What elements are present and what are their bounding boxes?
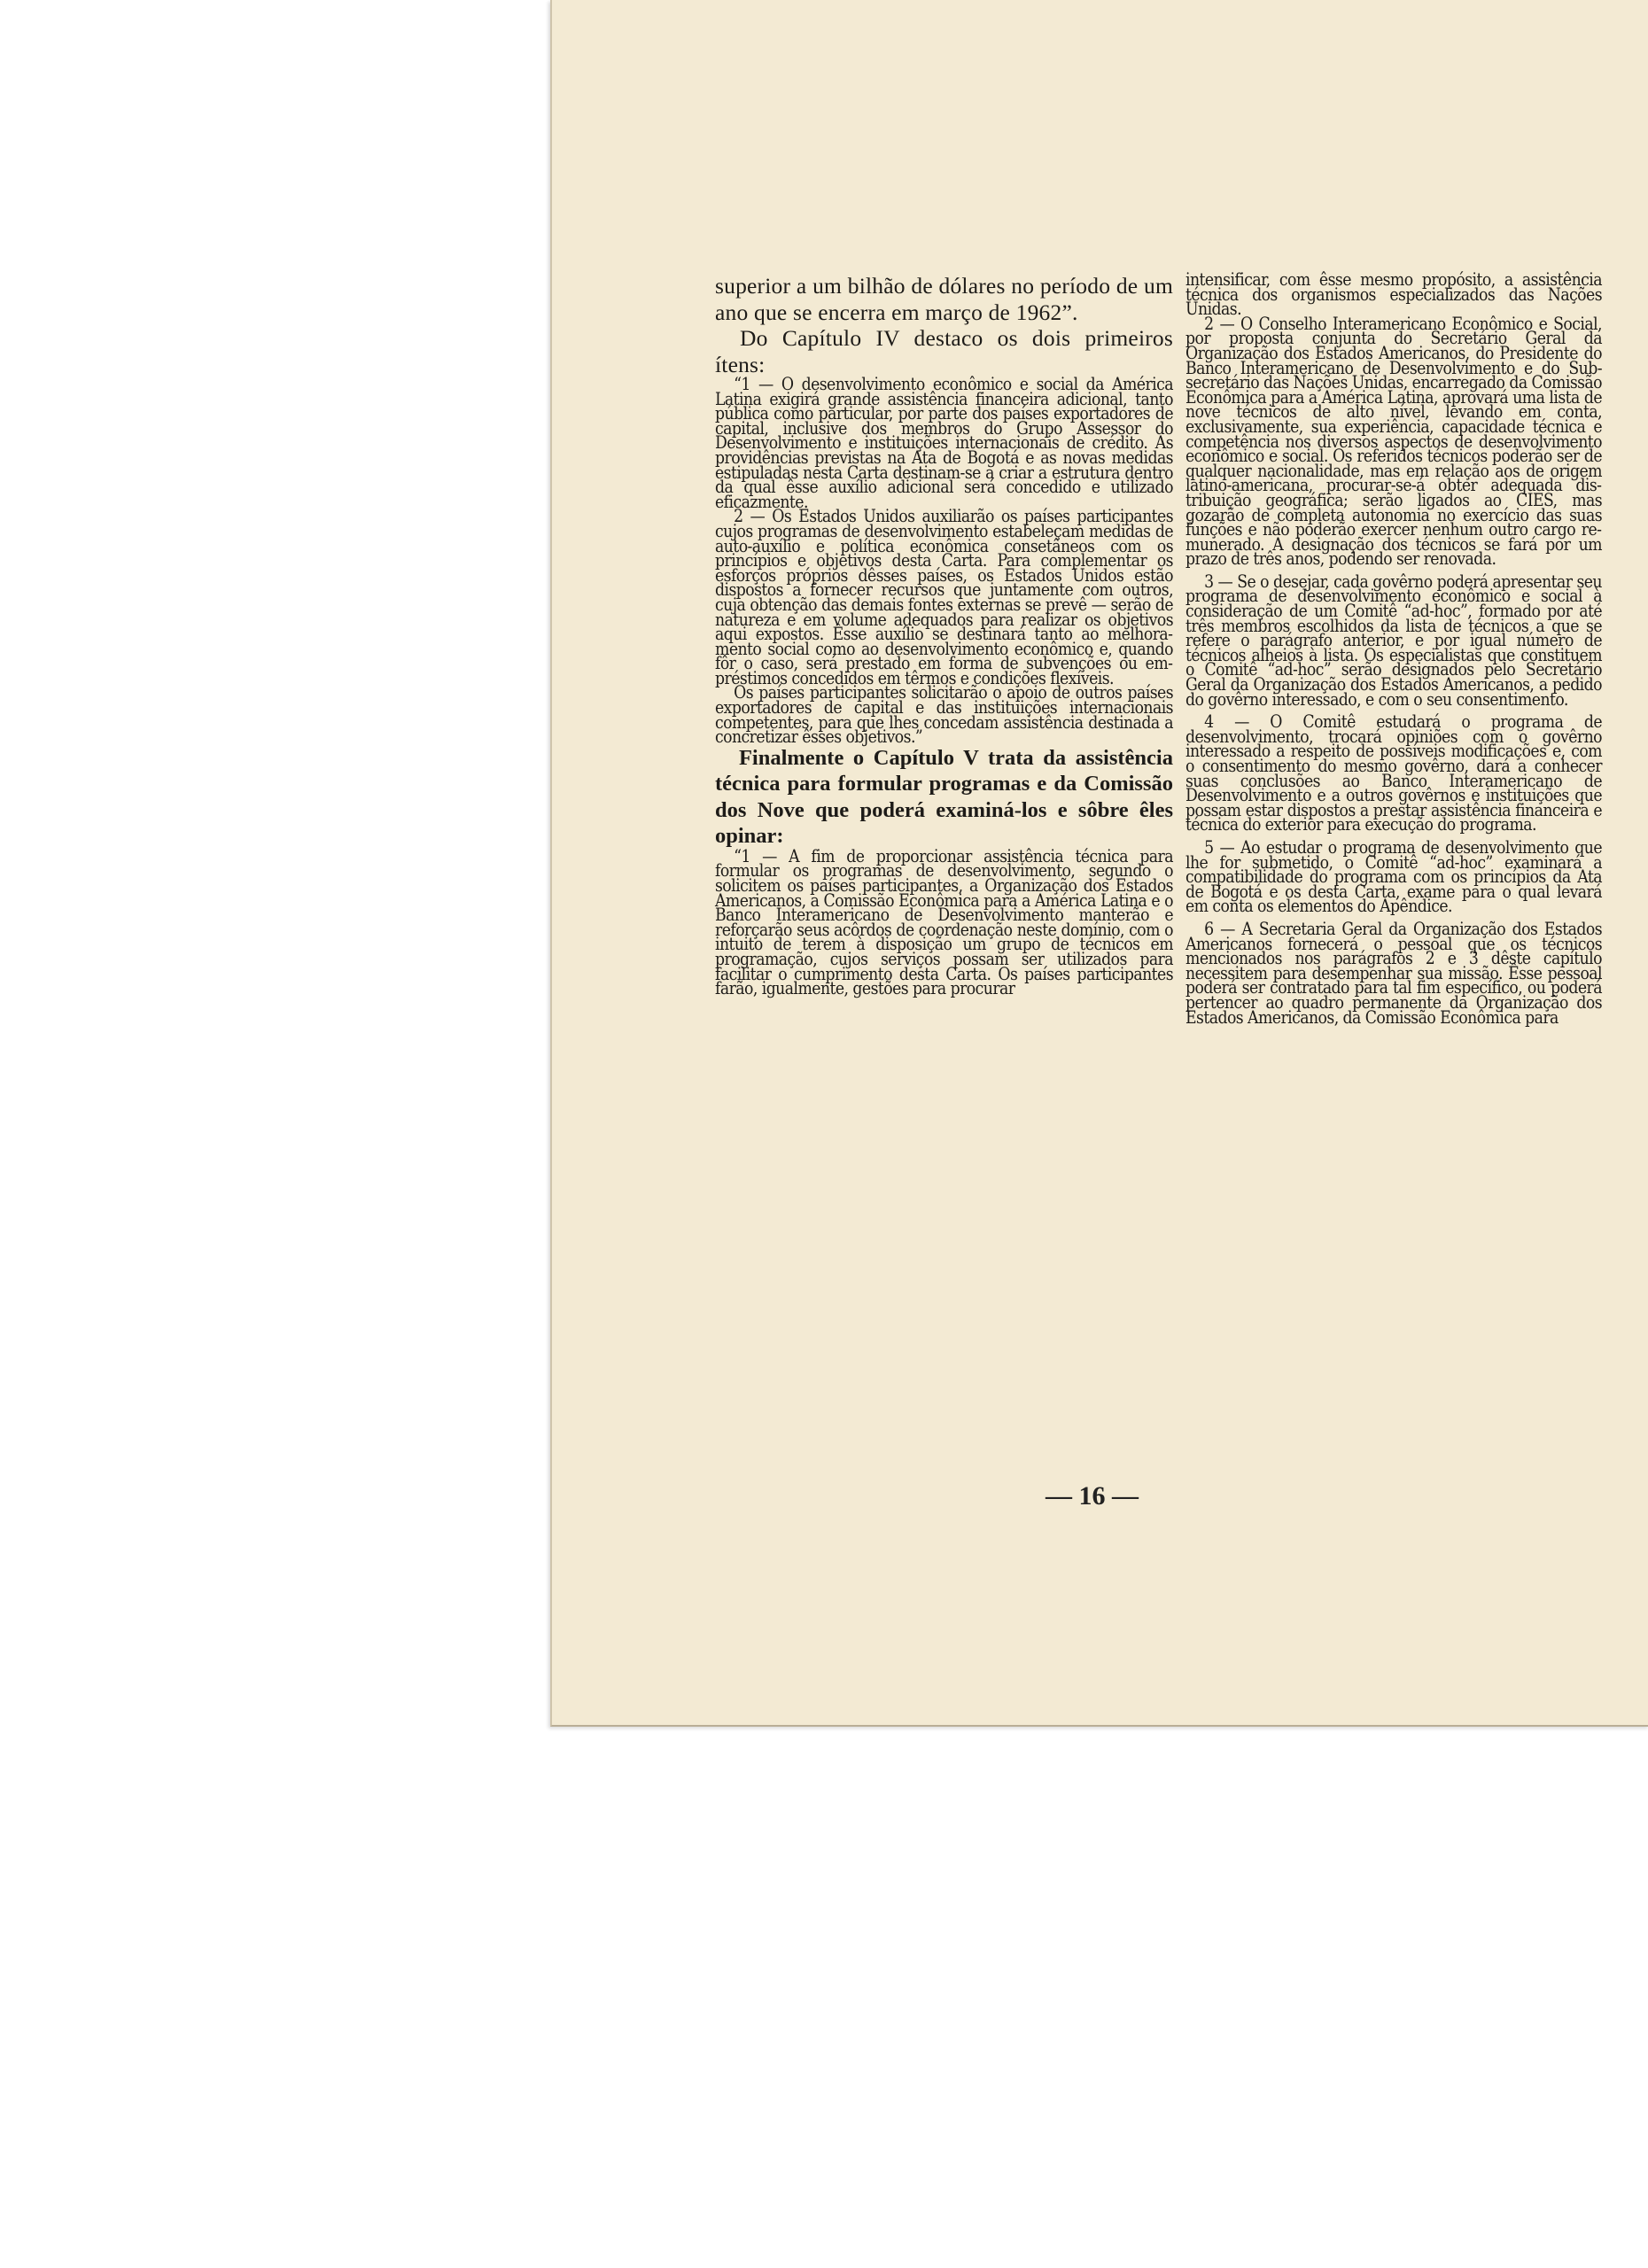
quote-paragraph: 5 — Ao estudar o programa de desenvolvimento que lhe for submetido, o Comitê “ad-hoc” examinará a compatibilidade do programa com os princípios da Ata de Bogotá e os desta Carta, exame para o qual levará em conta os elementos do Apêndice.	[1185, 836, 1602, 917]
page-number: — 16 —	[1046, 1481, 1139, 1511]
paragraph: Do Capítulo IV destaco os dois primeiros ítens:	[715, 325, 1173, 377]
quote-paragraph: 6 — A Secretaria Geral da Organização dos Estados Americanos fornecerá o pessoal que os técnicos mencionados nos parágrafos 2 e 3 dêste capítulo necessitem para desempenhar sua missão. Êsse pessoal poderá ser contratado para tal fim específico, ou poderá pertencer ao quadro permanente da Organização dos Estados Americanos, da Comissão Econômica para	[1185, 918, 1602, 1028]
right-column	[1185, 269, 1602, 1028]
quote-paragraph: Os países participantes solicitarão o apoio de outros países exportadores de capital e das instituições internacionais competentes, para que lhes concedam assistência destinada a concretizar êsses objetivos.”	[715, 682, 1173, 748]
paragraph: superior a um bilhão de dólares no período de um ano que se encerra em março de 1962”.	[715, 273, 1173, 325]
paragraph: Finalmente o Capítulo V trata da assistência técnica para formular programas e da Comissão dos Nove que poderá examiná-los e sôbre êles opinar:	[715, 745, 1173, 849]
quote-paragraph: 2 — Os Estados Unidos auxiliarão os países participantes cujos programas de desenvolvimento estabeleçam medidas de auto-auxílio e política econômica consetâneos com os princípios e objetivos desta Carta. Para complementar os esforços próprios dêsses países, os Estados Unidos estão dispostos a fornecer recursos que juntamente com outros, cuja obtenção das demais fontes externas se prevê — serão de natureza e em volume adequados para realizar os objetivos aqui expostos. Êsse auxílio se destinará tanto ao melhoramento social como ao desenvolvimento econômico e, quando fôr o caso, será prestado em forma de subvenções ou empréstimos concedidos em têrmos e condições flexíveis.	[715, 506, 1173, 688]
quote-paragraph: 2 — O Conselho Interamericano Econômico e Social, por proposta conjunta do Secretário Geral da Organização dos Estados Americanos, do Presidente do Banco Interamericano de Desenvolvimento e do Sub-secretário das Nações Unidas, encarregado da Comissão Econômica para a América Latina, aprovará uma lista de nove técnicos de alto nível, levando em conta, exclusivamente, sua experiência, capacidade técnica e competência nos diversos aspectos de desenvolvimento econômico e social. Os referidos técnicos poderão ser de qualquer nacionalidade, mas em relação aos de origem latino-americana, procurar-se-á obter adequada distribuição geográfica; serão ligados ao CIES, mas gozarão de completa autonomia no exercício das suas funções e não poderão exercer nenhum outro cargo remunerado. A designação dos técnicos se fará por um prazo de três anos, podendo ser renovada.	[1185, 313, 1602, 570]
quote-paragraph: “1 — A fim de proporcionar assistência técnica para formular os programas de desenvolvimento, segundo o solicitem os países participantes, a Organização dos Estados Americanos, a Comissão Econômica para a América Latina e o Banco Interamericano de Desenvolvimento manterão e reforçarão seus acôrdos de coordenação neste domínio, com o intuito de terem à disposição um grupo de técnicos em programação, cujos serviços possam ser utilizados para facilitar o cumprimento desta Carta. Os países participantes farão, igualmente, gestões para procurar	[715, 845, 1173, 999]
left-column	[715, 273, 1173, 997]
quote-paragraph: 4 — O Comitê estudará o programa de desenvolvimento, trocará opiniões com o govêrno interessado a respeito de possíveis modificações e, com o consentimento do mesmo govêrno, dará a conhecer suas conclusões ao Banco Interamericano de Desenvolvimento e a outros govêrnos e instituições que possam estar dispostos a prestar assistência financeira e técnica do exterior para execução do programa.	[1185, 711, 1602, 835]
quote-paragraph: 3 — Se o desejar, cada govêrno poderá apresentar seu programa de desenvolvimento econômico e social à consideração de um Comitê “ad-hoc”, formado por até três membros escolhidos da lista de técnicos a que se refere o parágrafo anterior, e por igual número de técnicos alheios à lista. Os especialistas que constituem o Comitê “ad-hoc” serão designados pelo Secretário Geral da Organização dos Estados Americanos, a pedido do govêrno interessado, e com o seu consentimento.	[1185, 571, 1602, 710]
quote-paragraph: intensificar, com êsse mesmo propósito, a assistência técnica dos organismos especializados das Nações Unidas.	[1185, 269, 1602, 320]
quote-paragraph: “1 — O desenvolvimento econômico e social da América Latina exigirá grande assistência financeira adicional, tanto pública como particular, por parte dos países exportadores de capital, inclusive dos membros do Grupo Assessor do Desenvolvimento e instituições internacionais de crédito. As providências previstas na Ata de Bogotá e as novas medidas estipuladas nesta Carta destinam-se a criar a estrutura dentro da qual êsse auxílio adicional será concedido e utilizado eficazmente.	[715, 374, 1173, 512]
